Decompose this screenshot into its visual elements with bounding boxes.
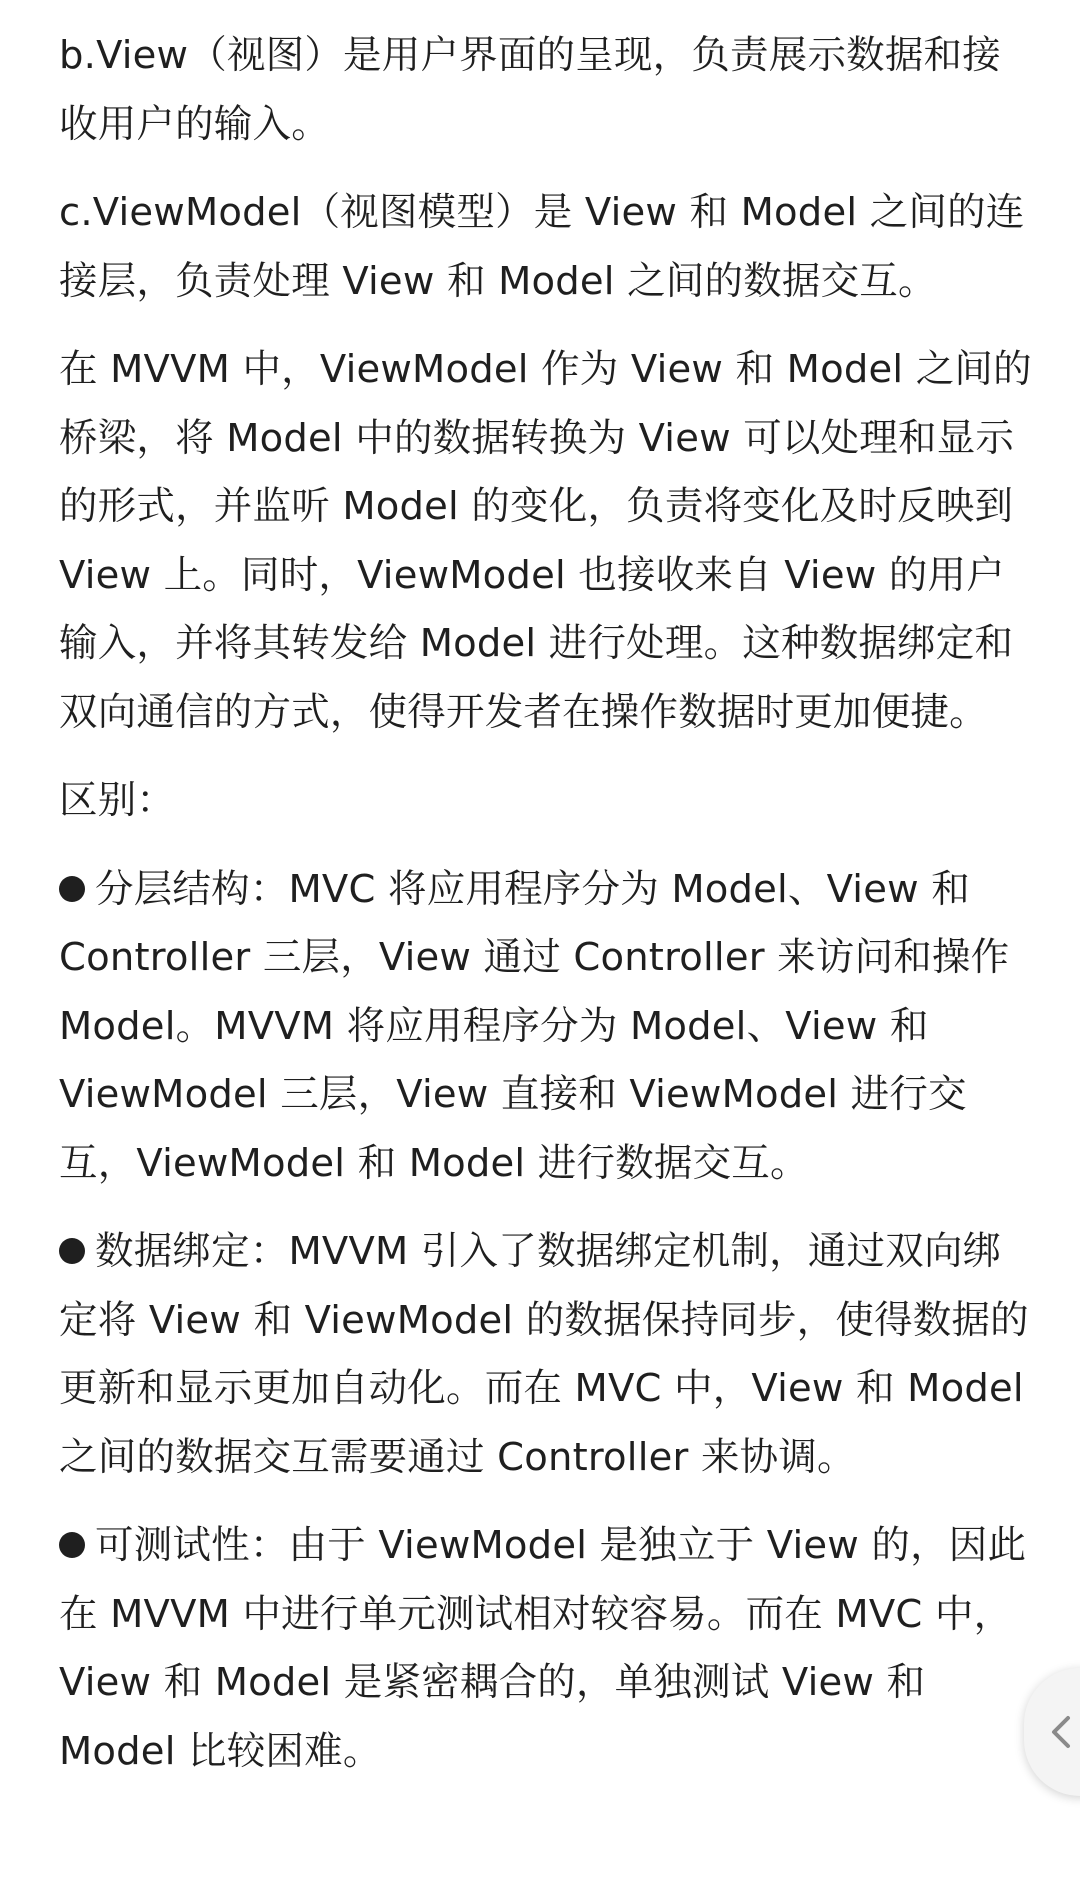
bullet-layering	[59, 856, 1039, 1199]
bullet-title: 可测试性	[95, 1523, 250, 1568]
bullet-data-binding	[59, 1218, 1039, 1492]
bullet-dot-icon	[59, 1532, 85, 1558]
bullet-text: ：MVC 将应用程序分为 Model、View 和 Controller 三层，View 通过 Controller 来访问和操作 Model。MVVM 将应用程序分为 Model、View 和 ViewModel 三层，View 直接和 ViewModel 进行交互，ViewModel 和 Model 进行数据交互。	[59, 866, 1010, 1186]
chevron-left-icon	[1046, 1714, 1076, 1750]
term-viewmodel: c.ViewModel	[59, 190, 302, 235]
bullet-text: ：MVVM 引入了数据绑定机制，通过双向绑定将 View 和 ViewModel 的数据保持同步，使得数据的更新和显示更加自动化。而在 MVC 中，View 和 Model 之间的数据交互需要通过 Controller 来协调。	[59, 1229, 1029, 1480]
bullet-dot-icon	[59, 876, 85, 902]
bullet-dot-icon	[59, 1238, 85, 1264]
article-body	[59, 22, 1039, 1806]
bullet-title: 数据绑定	[95, 1229, 250, 1274]
bullet-title: 分层结构	[95, 866, 250, 912]
view-description: （视图）是用户界面的呈现，负责展示数据和接收用户的输入。	[59, 33, 1001, 147]
paragraph-view	[59, 22, 1039, 159]
viewmodel-description: （视图模型）是 View 和 Model 之间的连接层，负责处理 View 和 Model 之间的数据交互。	[59, 190, 1025, 304]
term-view: b.View	[59, 33, 189, 78]
bullet-text: ：由于 ViewModel 是独立于 View 的，因此在 MVVM 中进行单元测试相对较容易。而在 MVC 中，View 和 Model 是紧密耦合的，单独测试 View 和 Model 比较困难。	[59, 1523, 1027, 1774]
differences-heading: 区别：	[59, 778, 176, 823]
paragraph-mvvm: 在 MVVM 中，ViewModel 作为 View 和 Model 之间的桥梁，将 Model 中的数据转换为 View 可以处理和显示的形式，并监听 Model 的变化，负责将变化及时反映到 View 上。同时，ViewModel 也接收来自 View 的用户输入，并将其转发给 Model 进行处理。这种数据绑定和双向通信的方式，使得开发者在操作数据时更加便捷。	[59, 347, 1032, 735]
bullet-testability	[59, 1512, 1039, 1786]
paragraph-viewmodel	[59, 179, 1039, 316]
